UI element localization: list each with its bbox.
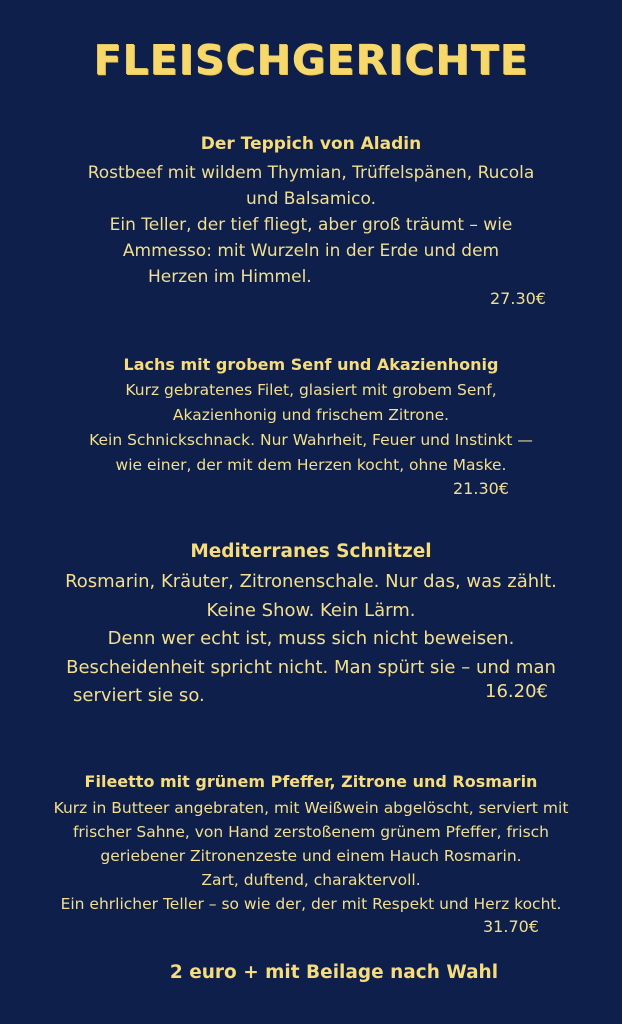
dish-name: Der Teppich von Aladin	[200, 134, 422, 154]
dish-item	[0, 133, 622, 290]
dish-description-line: geriebener Zitronenzeste und einem Hauch Rosmarin.	[100, 847, 522, 865]
dish-item	[0, 771, 622, 916]
dish-name: Fileetto mit grünem Pfeffer, Zitrone und Rosmarin	[84, 772, 538, 791]
dish-name: Mediterranes Schnitzel	[190, 541, 432, 562]
dish-description-line: Rostbeef mit wildem Thymian, Trüffelspänen, Rucola	[87, 163, 535, 183]
dish-item	[0, 354, 622, 478]
dish-description-line: Zart, duftend, charaktervoll.	[201, 871, 421, 889]
dish-description-line: frischer Sahne, von Hand zerstoßenem grünem Pfeffer, frisch	[72, 823, 550, 841]
dish-name: Lachs mit grobem Senf und Akazienhonig	[123, 355, 499, 374]
dish-price: 27.30€	[490, 289, 546, 308]
dish-price: 16.20€	[485, 681, 548, 702]
dish-description-line: Kein Schnickschnack. Nur Wahrheit, Feuer und Instinkt —	[89, 431, 533, 449]
dish-description-line: Kurz gebratenes Filet, glasiert mit grobem Senf,	[125, 381, 497, 399]
dish-description-line: Herzen im Himmel.	[148, 267, 312, 287]
dish-description-line: Ein ehrlicher Teller – so wie der, der mit Respekt und Herz kocht.	[60, 895, 562, 913]
dish-price: 21.30€	[453, 479, 509, 498]
dish-description-line: Rosmarin, Kräuter, Zitronenschale. Nur das, was zählt.	[65, 571, 557, 592]
page-title: FLEISCHGERICHTE	[93, 36, 529, 84]
dish-price: 31.70€	[483, 917, 539, 936]
dish-description-line: Ein Teller, der tief fliegt, aber groß träumt – wie	[109, 215, 513, 235]
dish-description-line: Kurz in Butteer angebraten, mit Weißwein abgelöscht, serviert mit	[53, 799, 569, 817]
dish-description-line: Denn wer echt ist, muss sich nicht beweisen.	[107, 628, 515, 649]
dish-description-line: Keine Show. Kein Lärm.	[206, 599, 416, 621]
dish-description-line: Ammesso: mit Wurzeln in der Erde und dem	[122, 241, 500, 261]
dish-description-line: wie einer, der mit dem Herzen kocht, ohne Maske.	[115, 456, 507, 474]
dish-description-line: Bescheidenheit spricht nicht. Man spürt sie – und man	[66, 656, 556, 678]
dish-description-line: serviert sie so.	[73, 685, 205, 706]
side-dish-note: 2 euro + mit Beilage nach Wahl	[169, 962, 499, 983]
dish-description-line: und Balsamico.	[246, 189, 376, 209]
dish-description-line: Akazienhonig und frischem Zitrone.	[172, 406, 450, 424]
